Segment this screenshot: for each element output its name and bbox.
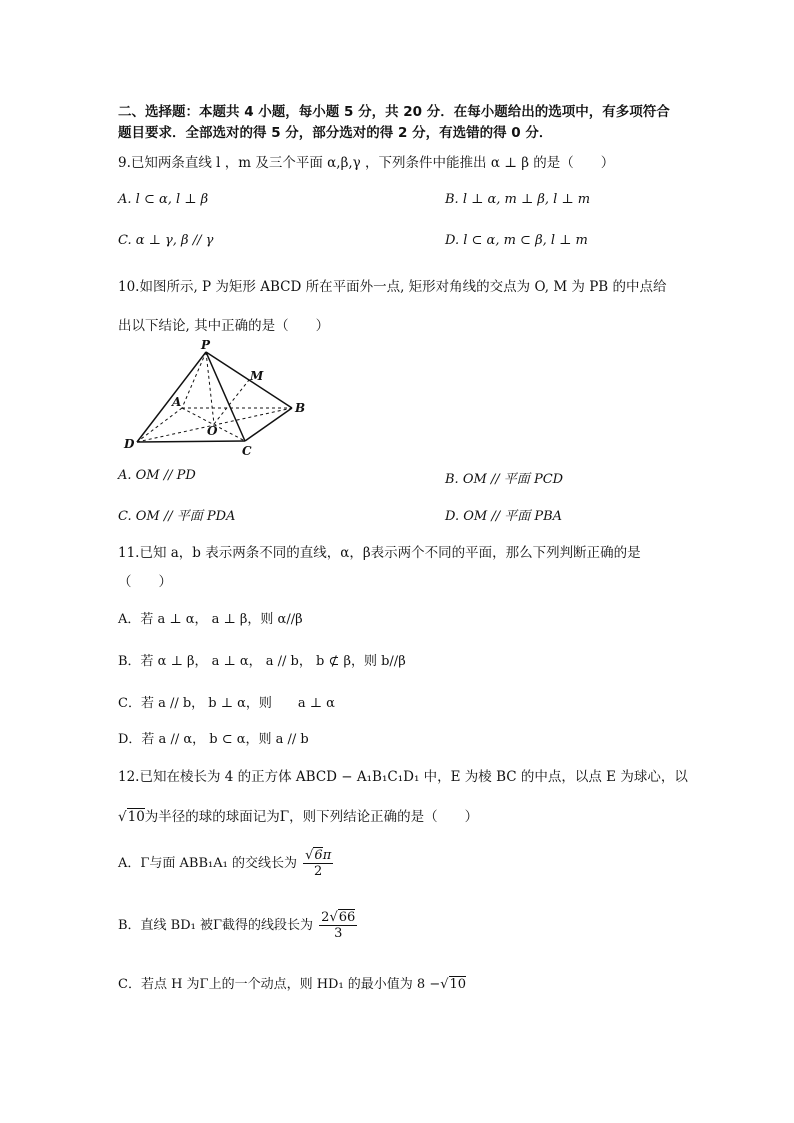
q12-option-a-fraction: $\frac{√6\pi}{2}$	[305, 848, 332, 879]
section-header-line2: 题目要求．全部选对的得 5 分，部分选对的得 2 分，有选错的得 0 分．	[118, 125, 553, 141]
q12-option-a-num-sqrt: 6	[314, 848, 323, 863]
q12-option-b	[118, 910, 357, 941]
q12-option-a	[118, 848, 333, 879]
q10-option-c: C. OM // 平面 PDA	[118, 509, 236, 524]
q12-option-b-text: B．直线 BD₁ 被Γ截得的线段长为	[118, 918, 314, 933]
q11-option-a: A．若 a ⊥ α， a ⊥ β，则 α//β	[118, 612, 303, 627]
q9-option-a: A. l ⊂ α, l ⊥ β	[118, 192, 209, 207]
q11-stem-line1: 11.已知 a，b 表示两条不同的直线，α，β表示两个不同的平面，那么下列判断正确的是	[118, 545, 641, 561]
q11-option-d: D．若 a // α， b ⊂ α，则 a // b	[118, 732, 309, 747]
q11-stem-line2: （ ）	[118, 574, 172, 590]
label-A: A	[172, 395, 182, 409]
q12-option-b-num-sqrt: 66	[338, 910, 356, 925]
q9-option-c: C. α ⊥ γ, β // γ	[118, 233, 214, 248]
label-O: O	[207, 424, 218, 438]
q9-option-b: B. l ⊥ α, m ⊥ β, l ⊥ m	[445, 192, 591, 207]
q10-stem-line2: 出以下结论, 其中正确的是（ ）	[118, 318, 330, 334]
q12-option-b-fraction: $\frac{2√66}{3}$	[321, 910, 356, 941]
label-P: P	[201, 338, 211, 352]
q12-option-b-den: 3	[334, 926, 343, 941]
q12-option-c-sqrt: 10	[449, 977, 467, 992]
q12-stem-rest: 为半径的球的球面记为Γ，则下列结论正确的是（ ）	[144, 809, 479, 825]
label-M: M	[250, 369, 264, 383]
section-header-line1: 二、选择题：本题共 4 小题，每小题 5 分，共 20 分．在每小题给出的选项中，有多项符合	[118, 104, 670, 120]
label-D: D	[124, 437, 135, 451]
q9-option-d: D. l ⊂ α, m ⊂ β, l ⊥ m	[445, 233, 588, 248]
label-C: C	[242, 444, 252, 458]
q12-option-a-text: A．Γ与面 ABB₁A₁ 的交线长为	[118, 856, 297, 871]
q12-option-c: C．若点 H 为Γ上的一个动点，则 HD₁ 的最小值为 8 −√10	[118, 977, 467, 992]
q11-option-c: C．若 a // b， b ⊥ α，则 a ⊥ α	[118, 696, 335, 711]
edge-PA	[182, 352, 206, 408]
q10-option-b: B. OM // 平面 PCD	[445, 472, 564, 487]
segment-OM	[214, 380, 249, 424]
q12-stem-line2: √10为半径的球的球面记为Γ，则下列结论正确的是（ ）	[118, 809, 479, 825]
q12-option-c-text: C．若点 H 为Γ上的一个动点，则 HD₁ 的最小值为 8 −	[118, 977, 441, 992]
q10-option-d: D. OM // 平面 PBA	[445, 509, 563, 524]
q12-option-b-num-coef: 2	[321, 910, 330, 925]
q10-option-a: A. OM // PD	[118, 468, 196, 483]
q12-stem-line1: 12.已知在棱长为 4 的正方体 ABCD − A₁B₁C₁D₁ 中，E 为棱 BC 的中点，以点 E 为球心，以	[118, 769, 688, 785]
q9-stem: 9.已知两条直线 l ，m 及三个平面 α,β,γ ，下列条件中能推出 α ⊥ β 的是（ ）	[118, 155, 615, 171]
label-B: B	[295, 401, 306, 415]
pyramid-figure	[118, 338, 318, 462]
q11-option-b: B．若 α ⊥ β， a ⊥ α， a // b， b ⊄ β，则 b//β	[118, 654, 406, 669]
q12-option-a-num-pi: π	[322, 848, 332, 863]
q12-radius-sqrt: 10	[127, 809, 145, 825]
q12-option-a-den: 2	[314, 864, 323, 879]
edge-DC	[137, 441, 245, 442]
q10-stem-line1: 10.如图所示, P 为矩形 ABCD 所在平面外一点, 矩形对角线的交点为 O, M 为 PB 的中点给	[118, 279, 667, 295]
